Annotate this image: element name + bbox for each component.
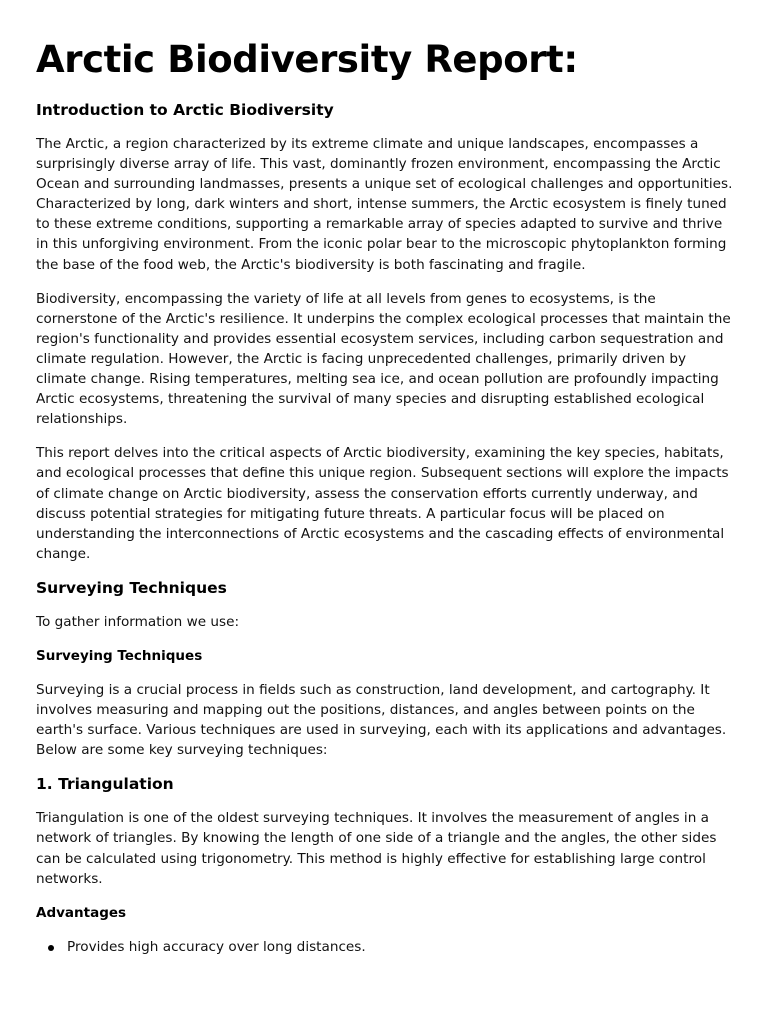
- surveying-subheading: Surveying Techniques: [36, 647, 203, 664]
- intro-paragraph-2: Biodiversity, encompassing the variety of life at all levels from genes to ecosystems, is the cornerstone of the Arctic's resilience. It underpins the complex ecological processes that maintain the region's functionality and provides essential ecosystem services, including carbon sequestration and climate regulation. However, the Arctic is facing unprecedented challenges, primarily driven by climate change. Rising temperatures, melting sea ice, and ocean pollution are profoundly impacting Arctic ecosystems, threatening the survival of many species and disrupting established ecological relationships.: [36, 290, 731, 428]
- triangulation-paragraph: Triangulation is one of the oldest surveying techniques. It involves the measurement of angles in a network of triangles. By knowing the length of one side of a triangle and the angles, the other sides can be calculated using trigonometry. This method is highly effective for establishing large control networks.: [36, 810, 717, 887]
- surveying-paragraph: Surveying is a crucial process in fields such as construction, land development, and cartography. It involves measuring and mapping out the positions, distances, and angles between points on the earth's surface. Various techniques are used in surveying, each with its applications and advantages. Below are some key surveying techniques:: [36, 681, 727, 759]
- intro-paragraph-1: The Arctic, a region characterized by its extreme climate and unique landscapes, encompasses a surprisingly diverse array of life. This vast, dominantly frozen environment, encompassing the Arctic Ocean and surrounding landmasses, presents a unique set of ecological challenges and opportunities. Characterized by long, dark winters and short, intense summers, the Arctic ecosystem is finely tuned to these extreme conditions, supporting a remarkable array of species adapted to survive and thrive in this unforgiving environment. From the iconic polar bear to the microscopic phytoplankton forming the base of the food web, the Arctic's biodiversity is both fascinating and fragile.: [36, 136, 733, 273]
- intro-heading: Introduction to Arctic Biodiversity: [36, 101, 334, 119]
- page-title: Arctic Biodiversity Report:: [36, 38, 578, 81]
- triangulation-heading: 1. Triangulation: [36, 775, 174, 794]
- intro-paragraph-3: This report delves into the critical aspects of Arctic biodiversity, examining the key species, habitats, and ecological processes that define this unique region. Subsequent sections will explore the impacts of climate change on Arctic biodiversity, assess the conservation efforts currently underway, and discuss potential strategies for mitigating future threats. A particular focus will be placed on understanding the interconnections of Arctic ecosystems and the cascading effects of environmental change.: [36, 445, 729, 562]
- advantage-text: Provides high accuracy over long distances.: [67, 938, 366, 955]
- advantages-list: [36, 937, 734, 957]
- bullet-icon: [48, 945, 54, 951]
- surveying-lead: To gather information we use:: [36, 613, 240, 630]
- advantages-heading: Advantages: [36, 904, 127, 921]
- list-item: [36, 937, 734, 957]
- surveying-heading: Surveying Techniques: [36, 578, 227, 597]
